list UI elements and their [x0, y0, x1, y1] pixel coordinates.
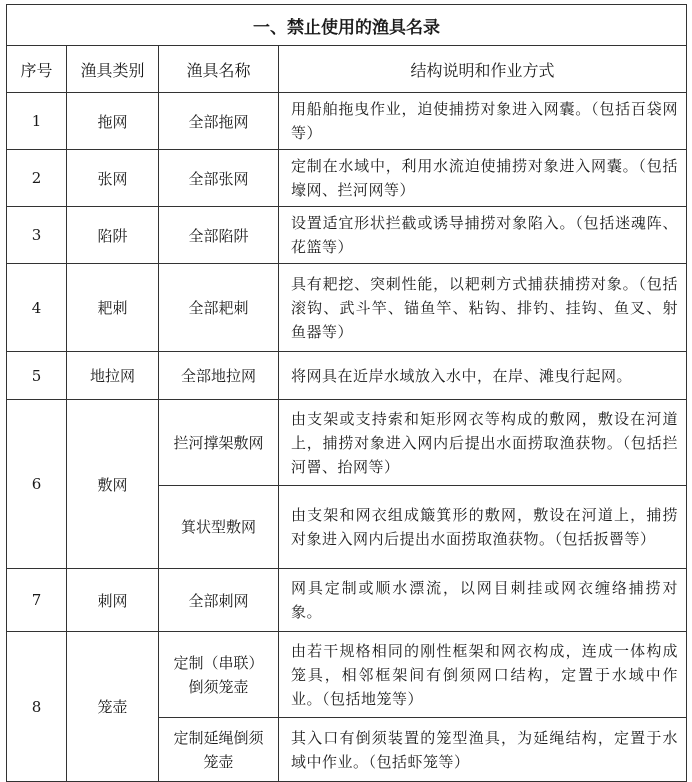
table-row	[7, 207, 687, 264]
header-name: 渔具名称	[159, 46, 279, 93]
header-category: 渔具类别	[67, 46, 159, 93]
row-no: 6	[7, 400, 67, 569]
header-row	[7, 46, 687, 93]
row-no: 4	[7, 264, 67, 352]
header-no: 序号	[7, 46, 67, 93]
table-row	[7, 352, 687, 400]
row-category: 拖网	[67, 93, 159, 150]
row-gear-name: 全部耙刺	[159, 264, 279, 352]
row-no: 1	[7, 93, 67, 150]
row-desc: 由若干规格相同的刚性框架和网衣构成，连成一体构成笼具，相邻框架间有倒须网口结构，定置于水域中作业。（包括地笼等）	[279, 632, 687, 718]
table-row	[7, 400, 687, 486]
row-no: 5	[7, 352, 67, 400]
header-desc: 结构说明和作业方式	[279, 46, 687, 93]
row-desc: 将网具在近岸水域放入水中，在岸、滩曳行起网。	[279, 352, 687, 400]
table-row	[7, 632, 687, 718]
row-category: 笼壶	[67, 632, 159, 782]
row-gear-name: 全部拖网	[159, 93, 279, 150]
table-row	[7, 569, 687, 632]
row-desc: 网具定制或顺水漂流，以网目刺挂或网衣缠络捕捞对象。	[279, 569, 687, 632]
table-row	[7, 93, 687, 150]
row-desc: 设置适宜形状拦截或诱导捕捞对象陷入。（包括迷魂阵、花篮等）	[279, 207, 687, 264]
row-desc: 其入口有倒须装置的笼型渔具，为延绳结构，定置于水域中作业。（包括虾笼等）	[279, 718, 687, 782]
row-no: 7	[7, 569, 67, 632]
row-gear-name: 全部地拉网	[159, 352, 279, 400]
row-desc: 定制在水域中，利用水流迫使捕捞对象进入网囊。（包括壕网、拦河网等）	[279, 150, 687, 207]
row-gear-name: 箕状型敷网	[159, 486, 279, 569]
table-title: 一、禁止使用的渔具名录	[7, 5, 687, 46]
banned-fishing-gear-table	[6, 4, 687, 782]
row-category: 陷阱	[67, 207, 159, 264]
row-no: 2	[7, 150, 67, 207]
row-gear-name: 定制（串联）倒须笼壶	[159, 632, 279, 718]
table-row	[7, 150, 687, 207]
row-gear-name: 全部刺网	[159, 569, 279, 632]
row-gear-name: 拦河撑架敷网	[159, 400, 279, 486]
row-gear-name: 全部陷阱	[159, 207, 279, 264]
row-no: 8	[7, 632, 67, 782]
row-desc: 用船舶拖曳作业，迫使捕捞对象进入网囊。（包括百袋网等）	[279, 93, 687, 150]
row-gear-name: 全部张网	[159, 150, 279, 207]
table-row	[7, 264, 687, 352]
row-gear-name: 定制延绳倒须笼壶	[159, 718, 279, 782]
row-category: 耙刺	[67, 264, 159, 352]
row-category: 敷网	[67, 400, 159, 569]
row-category: 张网	[67, 150, 159, 207]
title-row	[7, 5, 687, 46]
row-no: 3	[7, 207, 67, 264]
row-desc: 具有耙挖、突刺性能，以耙刺方式捕获捕捞对象。（包括滚钩、武斗竿、锚鱼竿、粘钩、排钓、挂钩、鱼叉、射鱼器等）	[279, 264, 687, 352]
row-category: 刺网	[67, 569, 159, 632]
row-desc: 由支架和网衣组成簸箕形的敷网，敷设在河道上，捕捞对象进入网内后提出水面捞取渔获物。（包括扳罾等）	[279, 486, 687, 569]
row-desc: 由支架或支持索和矩形网衣等构成的敷网，敷设在河道上，捕捞对象进入网内后提出水面捞取渔获物。（包括拦河罾、抬网等）	[279, 400, 687, 486]
row-category: 地拉网	[67, 352, 159, 400]
